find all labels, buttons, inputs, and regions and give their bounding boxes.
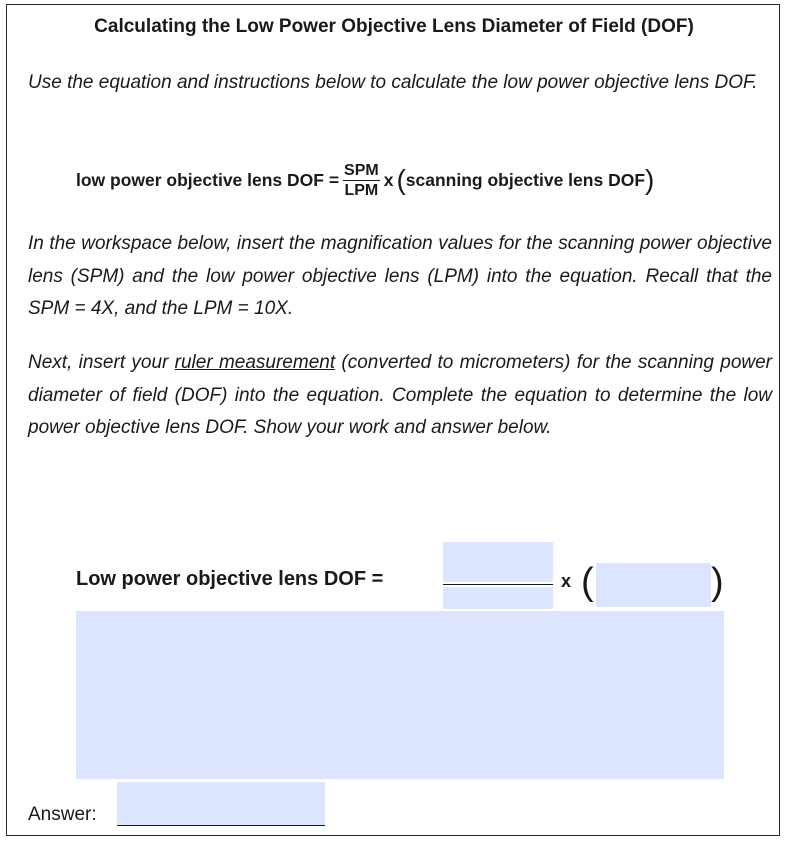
equation-fraction: [343, 161, 380, 200]
numerator-input[interactable]: [443, 542, 553, 582]
answer-input[interactable]: [117, 782, 325, 825]
work-fraction-line: [443, 584, 553, 585]
equation-inner: scanning objective lens DOF: [405, 169, 646, 190]
scanning-dof-input[interactable]: [596, 563, 711, 607]
work-close-paren: ): [711, 561, 724, 603]
equation-numerator: SPM: [344, 161, 379, 179]
work-area-input[interactable]: [76, 611, 724, 779]
work-open-paren: (: [581, 561, 594, 603]
instruction-paragraph-2: [28, 347, 772, 445]
work-equation-label: Low power objective lens DOF =: [76, 568, 384, 590]
answer-underline: [117, 825, 325, 826]
ruler-measurement-link[interactable]: ruler measurement: [174, 352, 336, 373]
page-title: Calculating the Low Power Objective Lens Diameter of Field (DOF): [94, 16, 694, 37]
instruction-2-after: (converted to micrometers) for the scanning power diameter of field (DOF) into the equation. Complete the equation to determine the low power objective lens DOF. Show your work and answer below.: [28, 352, 773, 438]
equation-denominator: LPM: [344, 181, 379, 199]
answer-label: Answer:: [28, 804, 97, 825]
work-times: x: [561, 571, 572, 591]
equation-close-paren: ): [645, 164, 655, 195]
intro-text: Use the equation and instructions below to calculate the low power objective lens DOF.: [28, 72, 758, 93]
equation-lhs: low power objective lens DOF =: [76, 169, 340, 190]
denominator-input[interactable]: [443, 587, 553, 609]
dof-equation: [76, 155, 654, 205]
equation-times: x: [383, 169, 394, 190]
equation-open-paren: (: [396, 164, 406, 195]
instruction-paragraph-1: In the workspace below, insert the magnification values for the scanning power objective lens (SPM) and the low power objective lens (LPM) into the equation. Recall that the SPM = 4X, and the LPM = 10X.: [28, 233, 772, 319]
instruction-2-before: Next, insert your: [28, 352, 175, 373]
